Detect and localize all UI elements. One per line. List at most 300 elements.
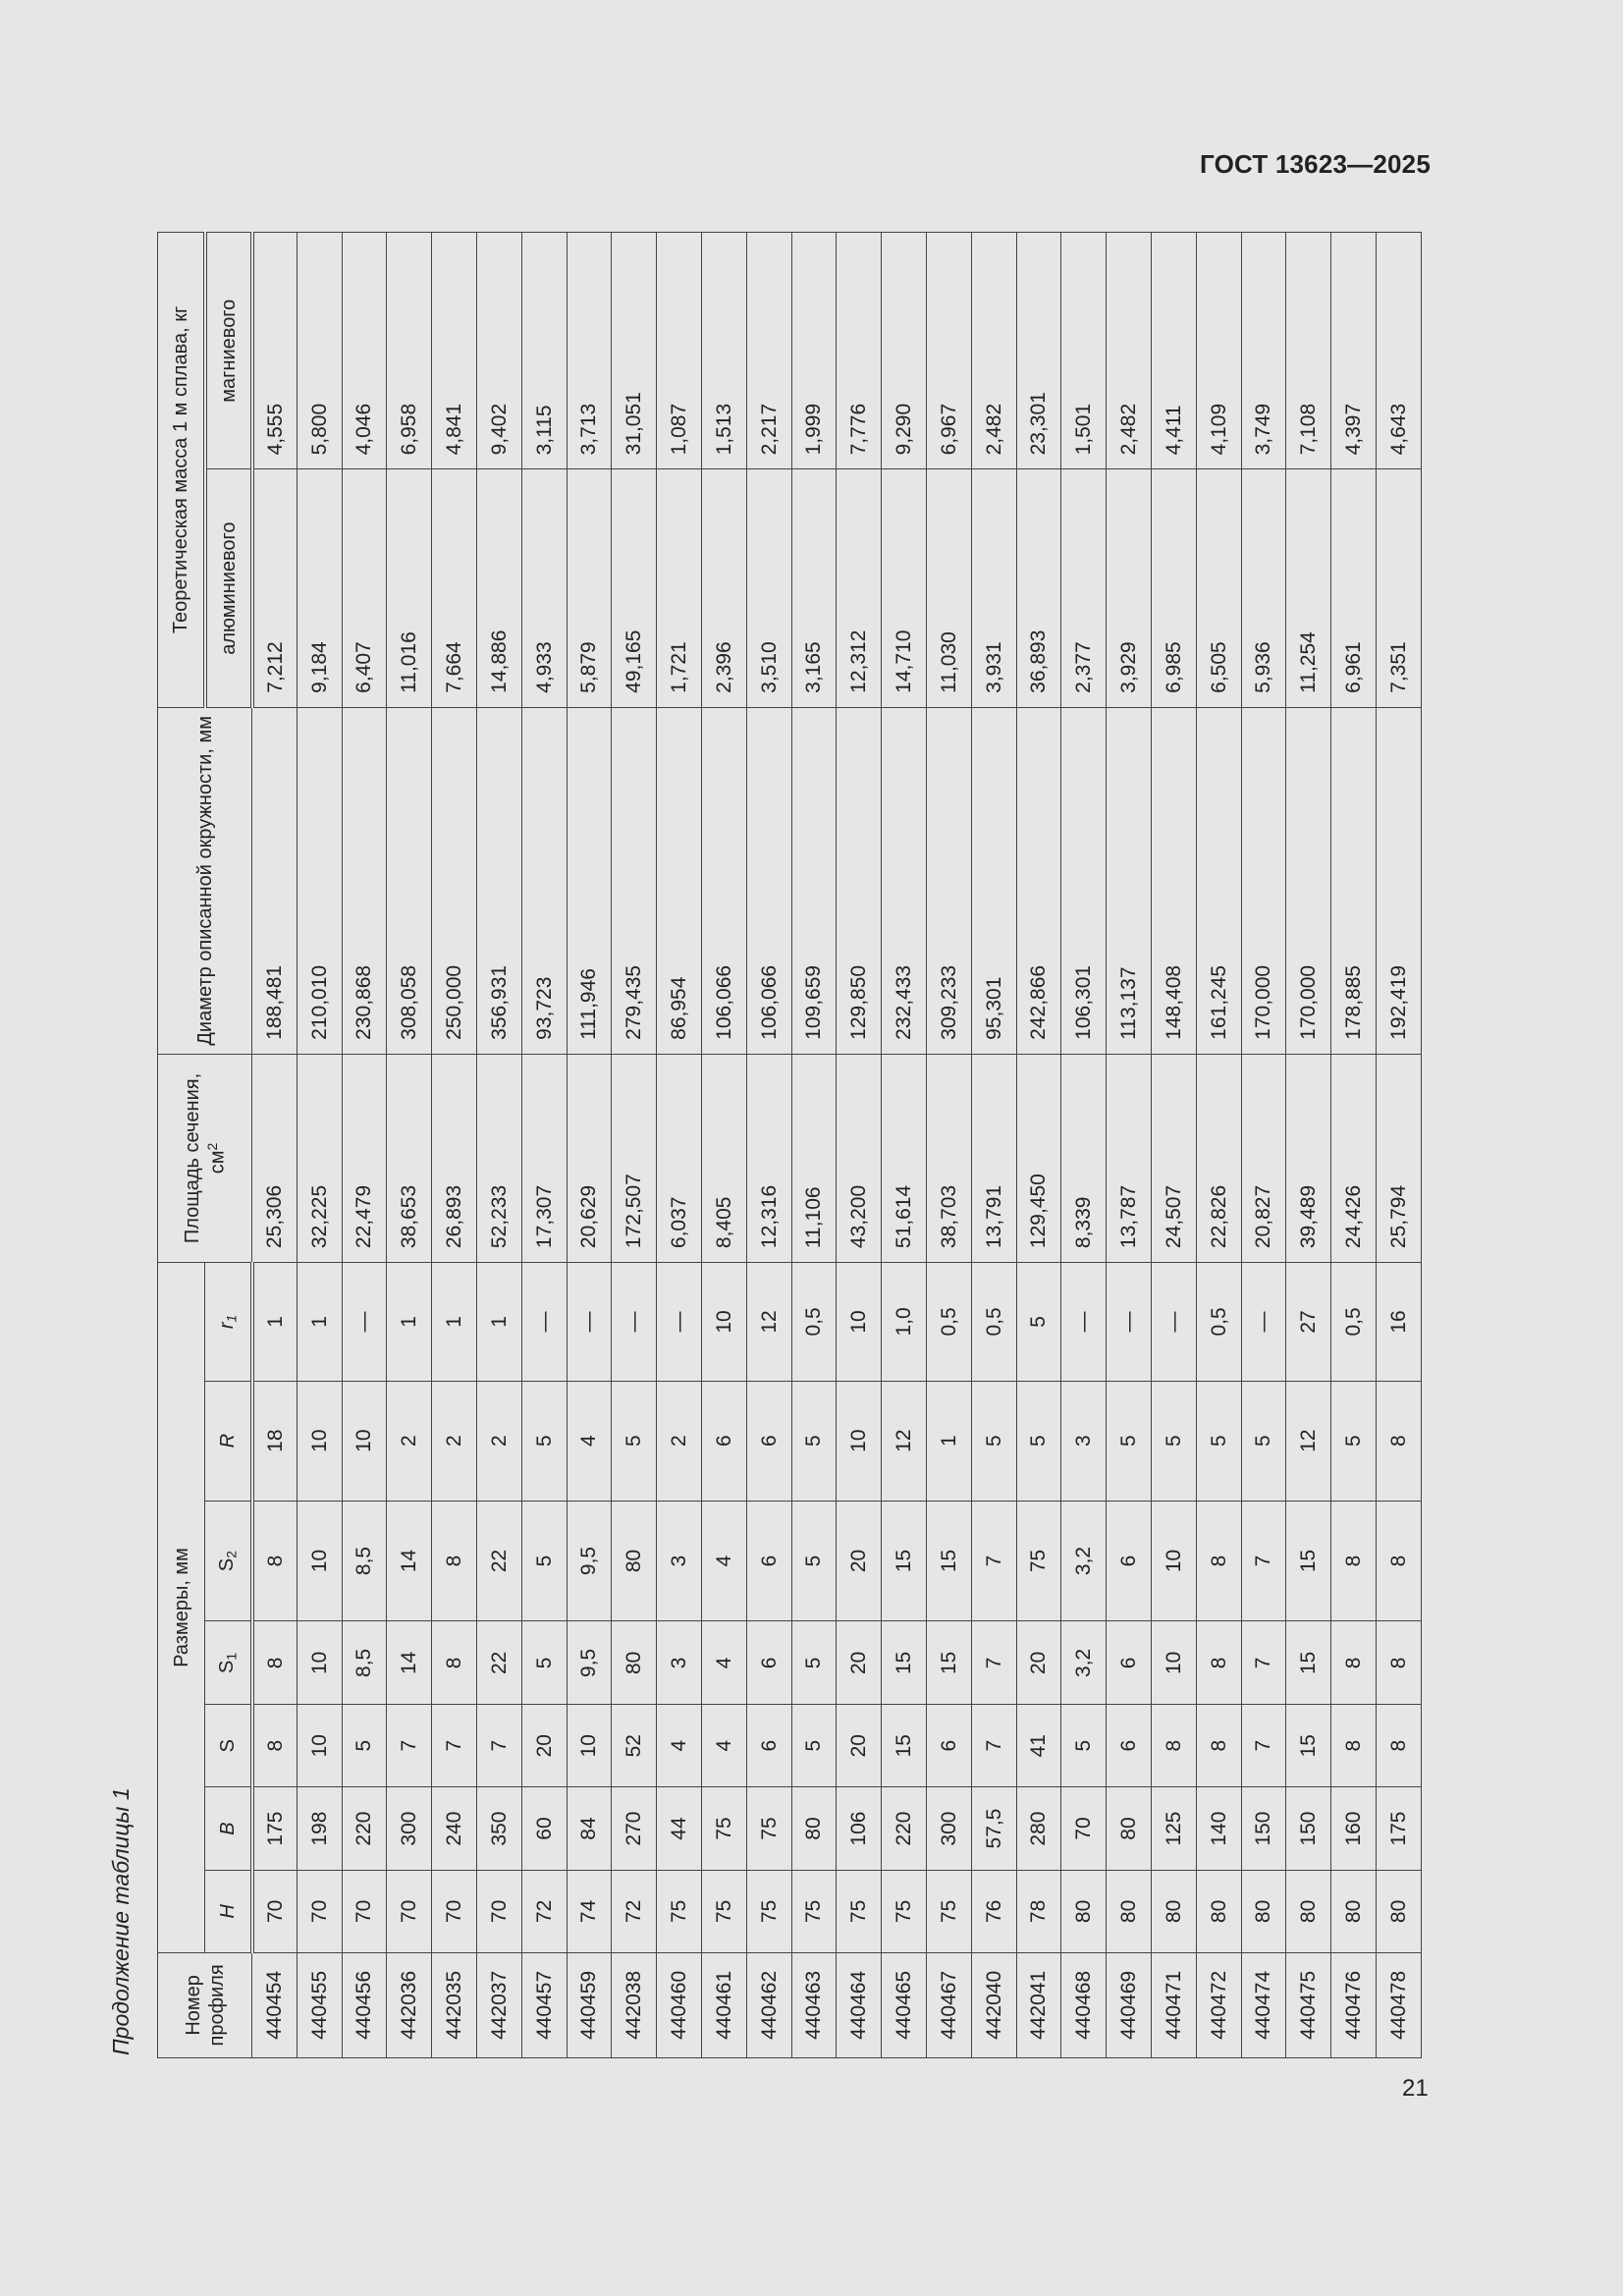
cell-mass-aluminium: 7,212 — [252, 469, 298, 707]
header-size-subscript: 1 — [223, 1652, 240, 1661]
cell-size-s2: 4 — [701, 1501, 746, 1621]
cell-diameter: 111,946 — [567, 707, 612, 1054]
cell-size-h: 75 — [746, 1870, 791, 1952]
cell-size-s2: 15 — [926, 1501, 971, 1621]
cell-size-s1: 8 — [1331, 1621, 1377, 1705]
cell-size-s1: 22 — [476, 1621, 521, 1705]
cell-profile-number: 440457 — [521, 1952, 567, 2057]
cell-size-h: 70 — [297, 1870, 342, 1952]
header-profile-number: Номер профиля — [158, 1952, 252, 2057]
cell-diameter: 178,885 — [1331, 707, 1377, 1054]
header-size-s2 — [205, 1501, 252, 1621]
cell-size-r: 2 — [657, 1381, 702, 1501]
cell-diameter: 356,931 — [476, 707, 521, 1054]
cell-size-s1: 6 — [1107, 1621, 1152, 1705]
cell-mass-aluminium: 6,961 — [1331, 469, 1377, 707]
cell-size-s: 15 — [882, 1705, 927, 1787]
cell-size-s1: 8 — [432, 1621, 477, 1705]
header-size-symbol: S — [216, 1558, 239, 1572]
cell-size-r1: 1 — [387, 1263, 432, 1382]
cell-size-r: 1 — [926, 1381, 971, 1501]
cell-size-s2: 10 — [297, 1501, 342, 1621]
cell-size-r1: 1,0 — [882, 1263, 927, 1382]
cell-size-r: 10 — [342, 1381, 387, 1501]
cell-size-s1: 15 — [882, 1621, 927, 1705]
cell-mass-aluminium: 11,030 — [926, 469, 971, 707]
cell-profile-number: 440478 — [1376, 1952, 1421, 2057]
header-mass-magnesium: магниевого — [205, 233, 252, 469]
cell-mass-aluminium: 7,351 — [1376, 469, 1421, 707]
cell-profile-number: 440468 — [1061, 1952, 1107, 2057]
table-row — [1151, 233, 1196, 2058]
table-row — [926, 233, 971, 2058]
cell-size-r: 5 — [1107, 1381, 1152, 1501]
cell-mass-magnesium: 2,217 — [746, 233, 791, 469]
cell-size-s: 6 — [1107, 1705, 1152, 1787]
cell-diameter: 106,066 — [701, 707, 746, 1054]
cell-size-r: 2 — [387, 1381, 432, 1501]
cell-size-s: 7 — [432, 1705, 477, 1787]
cell-size-s2: 8 — [1196, 1501, 1241, 1621]
cell-profile-number: 440464 — [837, 1952, 882, 2057]
cell-profile-number: 440461 — [701, 1952, 746, 2057]
cell-size-r1: 0,5 — [971, 1263, 1016, 1382]
header-size-symbol: R — [216, 1433, 239, 1449]
cell-size-r1: 0,5 — [1331, 1263, 1377, 1382]
cell-size-s2: 7 — [1241, 1501, 1286, 1621]
cell-size-s2: 9,5 — [567, 1501, 612, 1621]
cell-size-h: 80 — [1151, 1870, 1196, 1952]
cell-profile-number: 442036 — [387, 1952, 432, 2057]
cell-mass-magnesium: 1,501 — [1061, 233, 1107, 469]
cell-size-r1: 10 — [701, 1263, 746, 1382]
page-number: 21 — [1402, 2075, 1429, 2102]
cell-size-b: 300 — [387, 1787, 432, 1871]
cell-diameter: 232,433 — [882, 707, 927, 1054]
cell-mass-aluminium: 6,985 — [1151, 469, 1196, 707]
cell-diameter: 308,058 — [387, 707, 432, 1054]
cell-size-s1: 7 — [1241, 1621, 1286, 1705]
cell-area: 24,507 — [1151, 1054, 1196, 1262]
cell-size-r: 5 — [971, 1381, 1016, 1501]
cell-size-s1: 20 — [837, 1621, 882, 1705]
cell-size-b: 175 — [1376, 1787, 1421, 1871]
cell-size-b: 75 — [701, 1787, 746, 1871]
cell-mass-magnesium: 3,115 — [521, 233, 567, 469]
table-row — [1286, 233, 1331, 2058]
cell-area: 39,489 — [1286, 1054, 1331, 1262]
cell-size-b: 300 — [926, 1787, 971, 1871]
cell-profile-number: 440476 — [1331, 1952, 1377, 2057]
cell-profile-number: 440472 — [1196, 1952, 1241, 2057]
cell-size-h: 76 — [971, 1870, 1016, 1952]
table-row — [521, 233, 567, 2058]
cell-size-r: 5 — [521, 1381, 567, 1501]
cell-size-b: 75 — [746, 1787, 791, 1871]
cell-size-s1: 8,5 — [342, 1621, 387, 1705]
cell-mass-magnesium: 1,087 — [657, 233, 702, 469]
cell-diameter: 170,000 — [1241, 707, 1286, 1054]
cell-diameter: 192,419 — [1376, 707, 1421, 1054]
header-area — [158, 1054, 252, 1262]
cell-size-b: 220 — [882, 1787, 927, 1871]
cell-size-s1: 3,2 — [1061, 1621, 1107, 1705]
cell-size-r1: 0,5 — [926, 1263, 971, 1382]
cell-mass-aluminium: 2,377 — [1061, 469, 1107, 707]
cell-profile-number: 440463 — [791, 1952, 837, 2057]
cell-diameter: 129,850 — [837, 707, 882, 1054]
header-size-r1 — [205, 1263, 252, 1382]
cell-size-s: 8 — [1151, 1705, 1196, 1787]
cell-size-s: 7 — [387, 1705, 432, 1787]
cell-area: 20,827 — [1241, 1054, 1286, 1262]
cell-size-h: 70 — [387, 1870, 432, 1952]
table-row — [657, 233, 702, 2058]
cell-size-s2: 7 — [971, 1501, 1016, 1621]
cell-profile-number: 440475 — [1286, 1952, 1331, 2057]
cell-mass-aluminium: 14,886 — [476, 469, 521, 707]
cell-size-h: 75 — [837, 1870, 882, 1952]
cell-diameter: 210,010 — [297, 707, 342, 1054]
cell-size-r1: — — [567, 1263, 612, 1382]
cell-diameter: 242,866 — [1016, 707, 1061, 1054]
cell-size-r: 5 — [612, 1381, 657, 1501]
cell-size-s1: 5 — [521, 1621, 567, 1705]
cell-area: 51,614 — [882, 1054, 927, 1262]
cell-size-h: 75 — [926, 1870, 971, 1952]
header-size-symbol: r — [216, 1322, 239, 1330]
cell-mass-magnesium: 4,109 — [1196, 233, 1241, 469]
cell-size-r1: — — [612, 1263, 657, 1382]
cell-size-s1: 80 — [612, 1621, 657, 1705]
cell-size-r1: 1 — [432, 1263, 477, 1382]
cell-mass-aluminium: 3,510 — [746, 469, 791, 707]
cell-size-r: 5 — [1331, 1381, 1377, 1501]
table-row — [971, 233, 1016, 2058]
cell-size-h: 70 — [342, 1870, 387, 1952]
cell-diameter: 109,659 — [791, 707, 837, 1054]
header-size-b — [205, 1787, 252, 1871]
cell-area: 8,339 — [1061, 1054, 1107, 1262]
cell-size-b: 84 — [567, 1787, 612, 1871]
cell-size-s: 5 — [1061, 1705, 1107, 1787]
cell-size-h: 70 — [432, 1870, 477, 1952]
cell-area: 20,629 — [567, 1054, 612, 1262]
table-row — [567, 233, 612, 2058]
header-size-symbol: H — [216, 1904, 239, 1919]
header-size-s — [205, 1705, 252, 1787]
cell-mass-aluminium: 2,396 — [701, 469, 746, 707]
cell-size-s1: 15 — [926, 1621, 971, 1705]
cell-size-s1: 10 — [297, 1621, 342, 1705]
cell-size-s2: 5 — [521, 1501, 567, 1621]
cell-mass-magnesium: 4,397 — [1331, 233, 1377, 469]
cell-mass-magnesium: 31,051 — [612, 233, 657, 469]
cell-size-h: 75 — [657, 1870, 702, 1952]
cell-size-s1: 9,5 — [567, 1621, 612, 1705]
cell-size-b: 150 — [1286, 1787, 1331, 1871]
cell-size-h: 80 — [1196, 1870, 1241, 1952]
cell-mass-magnesium: 4,643 — [1376, 233, 1421, 469]
cell-mass-magnesium: 23,301 — [1016, 233, 1061, 469]
header-sizes-group: Размеры, мм — [158, 1263, 205, 1953]
cell-size-b: 106 — [837, 1787, 882, 1871]
cell-profile-number: 440465 — [882, 1952, 927, 2057]
table-row — [476, 233, 521, 2058]
cell-size-h: 80 — [1286, 1870, 1331, 1952]
cell-size-r: 12 — [1286, 1381, 1331, 1501]
cell-diameter: 230,868 — [342, 707, 387, 1054]
cell-size-r1: 1 — [476, 1263, 521, 1382]
cell-mass-magnesium: 4,555 — [252, 233, 298, 469]
cell-diameter: 113,137 — [1107, 707, 1152, 1054]
cell-size-s2: 75 — [1016, 1501, 1061, 1621]
cell-size-b: 57,5 — [971, 1787, 1016, 1871]
profiles-table — [157, 232, 1422, 2058]
cell-diameter: 93,723 — [521, 707, 567, 1054]
cell-size-s: 7 — [971, 1705, 1016, 1787]
cell-area: 32,225 — [297, 1054, 342, 1262]
cell-profile-number: 440462 — [746, 1952, 791, 2057]
cell-area: 43,200 — [837, 1054, 882, 1262]
cell-size-s2: 20 — [837, 1501, 882, 1621]
cell-profile-number: 440459 — [567, 1952, 612, 2057]
cell-size-s: 10 — [567, 1705, 612, 1787]
cell-mass-aluminium: 5,936 — [1241, 469, 1286, 707]
cell-size-s: 6 — [926, 1705, 971, 1787]
cell-mass-aluminium: 1,721 — [657, 469, 702, 707]
cell-diameter: 95,301 — [971, 707, 1016, 1054]
cell-size-b: 240 — [432, 1787, 477, 1871]
cell-mass-aluminium: 49,165 — [612, 469, 657, 707]
cell-size-s2: 15 — [1286, 1501, 1331, 1621]
cell-profile-number: 440471 — [1151, 1952, 1196, 2057]
cell-size-s1: 8 — [1196, 1621, 1241, 1705]
cell-size-r: 12 — [882, 1381, 927, 1501]
cell-size-s: 10 — [297, 1705, 342, 1787]
cell-size-r: 5 — [1241, 1381, 1286, 1501]
cell-size-s: 41 — [1016, 1705, 1061, 1787]
cell-mass-aluminium: 3,931 — [971, 469, 1016, 707]
cell-size-r: 10 — [837, 1381, 882, 1501]
cell-size-s: 4 — [657, 1705, 702, 1787]
cell-size-s: 7 — [476, 1705, 521, 1787]
cell-mass-aluminium: 12,312 — [837, 469, 882, 707]
cell-size-s: 8 — [1331, 1705, 1377, 1787]
cell-size-r1: — — [657, 1263, 702, 1382]
cell-size-h: 70 — [476, 1870, 521, 1952]
cell-size-h: 80 — [1061, 1870, 1107, 1952]
cell-profile-number: 442037 — [476, 1952, 521, 2057]
cell-diameter: 279,435 — [612, 707, 657, 1054]
cell-mass-aluminium: 7,664 — [432, 469, 477, 707]
cell-size-r1: 27 — [1286, 1263, 1331, 1382]
cell-size-s: 8 — [1376, 1705, 1421, 1787]
cell-mass-aluminium: 5,879 — [567, 469, 612, 707]
cell-mass-magnesium: 7,776 — [837, 233, 882, 469]
cell-size-s1: 8 — [1376, 1621, 1421, 1705]
cell-area: 38,703 — [926, 1054, 971, 1262]
table-row — [297, 233, 342, 2058]
cell-mass-aluminium: 3,929 — [1107, 469, 1152, 707]
table-row — [1376, 233, 1421, 2058]
cell-size-s1: 4 — [701, 1621, 746, 1705]
cell-area: 38,653 — [387, 1054, 432, 1262]
cell-size-h: 74 — [567, 1870, 612, 1952]
cell-size-s2: 3,2 — [1061, 1501, 1107, 1621]
cell-size-r1: — — [1241, 1263, 1286, 1382]
header-mass-aluminium: алюминиевого — [205, 469, 252, 707]
cell-mass-magnesium: 7,108 — [1286, 233, 1331, 469]
cell-size-r1: — — [1151, 1263, 1196, 1382]
cell-size-r1: 12 — [746, 1263, 791, 1382]
header-size-h — [205, 1870, 252, 1952]
table-row — [432, 233, 477, 2058]
header-size-s1 — [205, 1621, 252, 1705]
cell-size-r: 8 — [1376, 1381, 1421, 1501]
cell-mass-magnesium: 5,800 — [297, 233, 342, 469]
cell-size-s: 15 — [1286, 1705, 1331, 1787]
cell-size-s2: 6 — [1107, 1501, 1152, 1621]
cell-size-r: 18 — [252, 1381, 298, 1501]
cell-mass-magnesium: 6,958 — [387, 233, 432, 469]
cell-size-s2: 22 — [476, 1501, 521, 1621]
table-row — [1061, 233, 1107, 2058]
cell-size-h: 75 — [791, 1870, 837, 1952]
cell-area: 22,826 — [1196, 1054, 1241, 1262]
cell-mass-aluminium: 3,165 — [791, 469, 837, 707]
header-size-symbol: S — [216, 1739, 239, 1753]
cell-size-r: 3 — [1061, 1381, 1107, 1501]
table-row — [1196, 233, 1241, 2058]
cell-size-s2: 8,5 — [342, 1501, 387, 1621]
cell-size-b: 220 — [342, 1787, 387, 1871]
table-row — [387, 233, 432, 2058]
cell-size-s2: 14 — [387, 1501, 432, 1621]
cell-size-s: 5 — [342, 1705, 387, 1787]
table-row — [882, 233, 927, 2058]
cell-size-r: 2 — [476, 1381, 521, 1501]
cell-size-h: 80 — [1107, 1870, 1152, 1952]
cell-size-s1: 7 — [971, 1621, 1016, 1705]
cell-area: 13,787 — [1107, 1054, 1152, 1262]
cell-mass-aluminium: 11,254 — [1286, 469, 1331, 707]
cell-profile-number: 440460 — [657, 1952, 702, 2057]
cell-size-s2: 8 — [252, 1501, 298, 1621]
cell-area: 13,791 — [971, 1054, 1016, 1262]
cell-profile-number: 442040 — [971, 1952, 1016, 2057]
cell-mass-magnesium: 3,713 — [567, 233, 612, 469]
cell-size-b: 70 — [1061, 1787, 1107, 1871]
cell-size-s1: 5 — [791, 1621, 837, 1705]
cell-area: 17,307 — [521, 1054, 567, 1262]
cell-mass-aluminium: 11,016 — [387, 469, 432, 707]
cell-size-s2: 3 — [657, 1501, 702, 1621]
cell-area: 172,507 — [612, 1054, 657, 1262]
cell-size-r: 2 — [432, 1381, 477, 1501]
cell-size-r: 5 — [1016, 1381, 1061, 1501]
cell-size-s: 4 — [701, 1705, 746, 1787]
cell-size-r1: 0,5 — [1196, 1263, 1241, 1382]
cell-size-b: 140 — [1196, 1787, 1241, 1871]
cell-area: 25,306 — [252, 1054, 298, 1262]
cell-diameter: 148,408 — [1151, 707, 1196, 1054]
cell-diameter: 188,481 — [252, 707, 298, 1054]
cell-size-s: 20 — [837, 1705, 882, 1787]
cell-mass-magnesium: 2,482 — [971, 233, 1016, 469]
cell-size-h: 72 — [612, 1870, 657, 1952]
cell-size-r: 10 — [297, 1381, 342, 1501]
cell-mass-aluminium: 4,933 — [521, 469, 567, 707]
cell-size-h: 80 — [1376, 1870, 1421, 1952]
cell-size-r: 4 — [567, 1381, 612, 1501]
cell-profile-number: 440469 — [1107, 1952, 1152, 2057]
cell-size-r: 5 — [1151, 1381, 1196, 1501]
table-row — [746, 233, 791, 2058]
cell-profile-number: 442038 — [612, 1952, 657, 2057]
header-size-symbol: B — [216, 1822, 239, 1835]
table-row — [837, 233, 882, 2058]
cell-mass-magnesium: 6,967 — [926, 233, 971, 469]
cell-size-s1: 8 — [252, 1621, 298, 1705]
cell-area: 6,037 — [657, 1054, 702, 1262]
cell-size-r1: — — [521, 1263, 567, 1382]
cell-size-r: 6 — [701, 1381, 746, 1501]
cell-size-b: 270 — [612, 1787, 657, 1871]
table-row — [701, 233, 746, 2058]
cell-mass-aluminium: 36,893 — [1016, 469, 1061, 707]
cell-profile-number: 440474 — [1241, 1952, 1286, 2057]
cell-diameter: 86,954 — [657, 707, 702, 1054]
cell-mass-magnesium: 9,290 — [882, 233, 927, 469]
cell-size-s: 7 — [1241, 1705, 1286, 1787]
cell-area: 26,893 — [432, 1054, 477, 1262]
cell-size-s: 20 — [521, 1705, 567, 1787]
cell-size-b: 280 — [1016, 1787, 1061, 1871]
table-row — [1107, 233, 1152, 2058]
table-row — [791, 233, 837, 2058]
cell-size-r1: — — [1061, 1263, 1107, 1382]
cell-size-r1: — — [342, 1263, 387, 1382]
cell-size-s1: 6 — [746, 1621, 791, 1705]
header-size-subscript: 2 — [223, 1550, 240, 1558]
cell-mass-magnesium: 4,411 — [1151, 233, 1196, 469]
cell-mass-magnesium: 1,999 — [791, 233, 837, 469]
cell-size-s2: 6 — [746, 1501, 791, 1621]
table-row — [1241, 233, 1286, 2058]
cell-size-s1: 15 — [1286, 1621, 1331, 1705]
cell-size-b: 160 — [1331, 1787, 1377, 1871]
header-area-superscript: 2 — [203, 1142, 220, 1151]
cell-size-s2: 8 — [1331, 1501, 1377, 1621]
cell-size-r: 6 — [746, 1381, 791, 1501]
cell-mass-aluminium: 6,505 — [1196, 469, 1241, 707]
cell-profile-number: 442035 — [432, 1952, 477, 2057]
cell-size-s1: 20 — [1016, 1621, 1061, 1705]
table-row — [612, 233, 657, 2058]
cell-size-s2: 10 — [1151, 1501, 1196, 1621]
cell-diameter: 250,000 — [432, 707, 477, 1054]
cell-diameter: 161,245 — [1196, 707, 1241, 1054]
cell-mass-magnesium: 4,841 — [432, 233, 477, 469]
cell-size-h: 72 — [521, 1870, 567, 1952]
cell-area: 25,794 — [1376, 1054, 1421, 1262]
cell-diameter: 106,066 — [746, 707, 791, 1054]
cell-profile-number: 440467 — [926, 1952, 971, 2057]
cell-size-r1: — — [1107, 1263, 1152, 1382]
cell-size-b: 350 — [476, 1787, 521, 1871]
header-mass-group: Теоретическая масса 1 м сплава, кг — [158, 233, 205, 708]
